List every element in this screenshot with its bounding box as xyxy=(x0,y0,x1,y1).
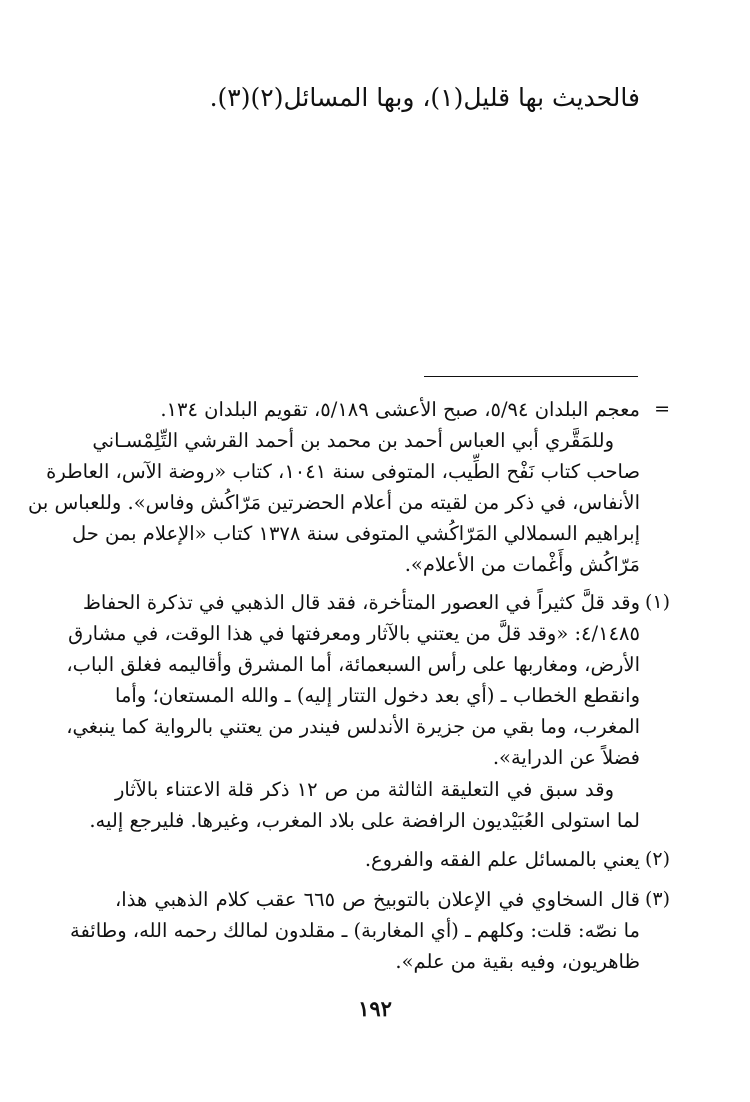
footnote-line: الأرض، ومغاربها على رأس السبعمائة، أما المشرق وأقاليمه فغلق الباب، xyxy=(66,653,640,676)
main-text: فالحديث بها قليل(١)، وبها المسائل(٢)(٣). xyxy=(209,83,640,112)
footnote-line: وللمَقَّري أبي العباس أحمد بن محمد بن أحمد القرشي التِّلِمْسـاني xyxy=(92,429,614,452)
footnote-line: وقد قلَّ كثيراً في العصور المتأخرة، فقد قال الذهبي في تذكرة الحفاظ xyxy=(82,591,640,614)
footnote-line: المغرب، وما بقي من جزيرة الأندلس فيندر من يعتني بالرواية كما ينبغي، xyxy=(66,715,640,738)
footnote-2-marker: (٢) xyxy=(644,848,670,870)
page-number: ١٩٢ xyxy=(358,996,392,1021)
footnote-line: ٤/١٤٨٥: «وقد قلَّ من يعتني بالآثار ومعرفتها في هذا الوقت، في مشارق xyxy=(68,622,640,645)
footnote-line: ما نصّه: قلت: وكلهم ـ (أي المغاربة) ـ مقلدون لمالك رحمه الله، وطائفة xyxy=(69,919,640,942)
footnote-1-paragraph xyxy=(89,774,640,836)
footnote-line: يعني بالمسائل علم الفقه والفروع. xyxy=(364,848,640,871)
footnote-line: وانقطع الخطاب ـ (أي بعد دخول التتار إليه) ـ والله المستعان؛ وأما xyxy=(115,684,640,707)
footnote-line: الأنفاس، في ذكر من لقيته من أعلام الحضرتين مَرّاكُش وفاس». وللعباس بن xyxy=(28,491,640,514)
footnote-line: وقد سبق في التعليقة الثالثة من ص ١٢ ذكر قلة الاعتناء بالآثار xyxy=(115,778,614,801)
footnote-separator xyxy=(424,376,638,377)
footnote-3 xyxy=(69,884,670,977)
footnote-line: فضلاً عن الدراية». xyxy=(492,746,640,769)
footnote-1-marker: (١) xyxy=(644,591,670,613)
footnote-line: إبراهيم السملالي المَرّاكُشي المتوفى سنة ١٣٧٨ كتاب «الإعلام بمن حل xyxy=(72,522,640,545)
footnote-line: ظاهريون، وفيه بقية من علم». xyxy=(395,950,640,973)
continuation-marker: = xyxy=(654,398,670,420)
footnote-2 xyxy=(115,844,670,875)
footnote-line: قال السخاوي في الإعلان بالتوبيخ ص ٦٦٥ عقب كلام الذهبي هذا، xyxy=(115,888,640,911)
footnote-line: صاحب كتاب نَفْح الطِّيب، المتوفى سنة ١٠٤١، كتاب «روضة الآس، العاطرة xyxy=(46,460,640,483)
footnote-line: لما استولى العُبَيْديون الرافضة على بلاد المغرب، وغيرها. فليرجع إليه. xyxy=(89,809,640,832)
footnote-line: معجم البلدان ٥/٩٤، صبح الأعشى ٥/١٨٩، تقويم البلدان ١٣٤. xyxy=(160,398,640,421)
footnote-3-marker: (٣) xyxy=(644,888,670,910)
footnote-continuation xyxy=(28,394,670,580)
footnote-1 xyxy=(66,587,670,773)
footnote-line: مَرّاكُش وأَغْمات من الأعلام». xyxy=(404,553,640,576)
